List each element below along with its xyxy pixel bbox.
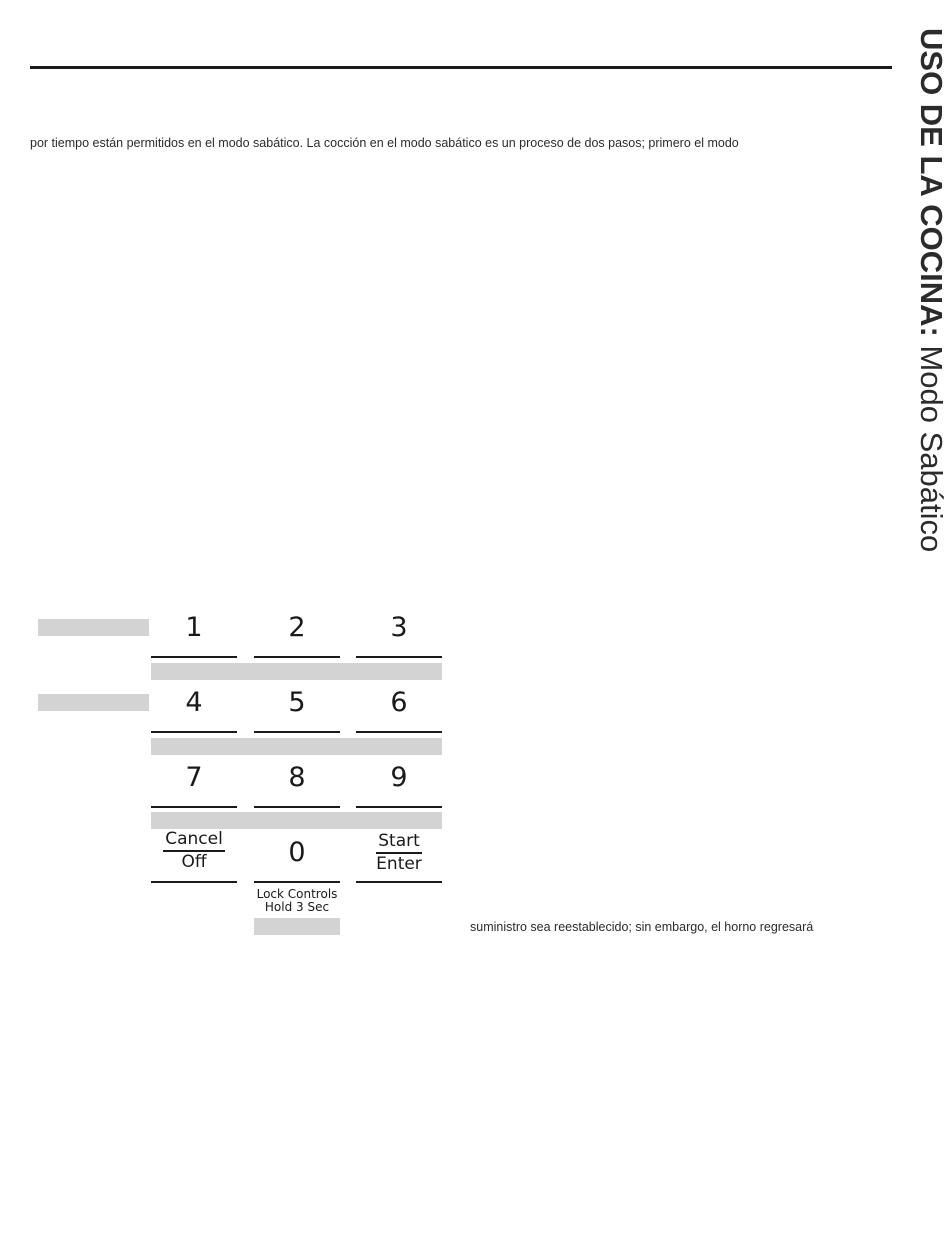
enter-label: Enter bbox=[376, 854, 422, 874]
header-rule bbox=[30, 66, 892, 69]
lock-controls-line-1: Lock Controls bbox=[256, 887, 338, 901]
body-text-line-2: suministro sea reestablecido; sin embargo, el horno regresará bbox=[470, 920, 814, 934]
key-0[interactable]: 0 bbox=[288, 837, 306, 868]
cancel-off-key[interactable] bbox=[151, 829, 237, 872]
cancel-label: Cancel bbox=[163, 829, 225, 852]
key-underline bbox=[254, 881, 340, 883]
key-5[interactable]: 5 bbox=[288, 687, 306, 718]
label-bar bbox=[38, 619, 149, 636]
off-label: Off bbox=[181, 852, 207, 872]
section-title-bold: USO DE LA COCINA: bbox=[914, 28, 949, 337]
body-text-line-1: por tiempo están permitidos en el modo sabático. La cocción en el modo sabático es un proceso de dos pasos; primero el modo bbox=[30, 136, 739, 150]
start-enter-key[interactable] bbox=[356, 831, 442, 874]
label-bar bbox=[38, 694, 149, 711]
key-7[interactable]: 7 bbox=[185, 762, 203, 793]
lock-controls-line-2: Hold 3 Sec bbox=[264, 900, 330, 914]
key-underline bbox=[151, 731, 237, 733]
lock-controls-label bbox=[247, 888, 347, 914]
key-underline bbox=[254, 731, 340, 733]
key-underline bbox=[151, 881, 237, 883]
key-1[interactable]: 1 bbox=[185, 612, 203, 643]
key-underline bbox=[254, 656, 340, 658]
key-underline bbox=[356, 731, 442, 733]
key-underline bbox=[151, 656, 237, 658]
section-title bbox=[915, 28, 947, 552]
key-underline bbox=[356, 806, 442, 808]
key-3[interactable]: 3 bbox=[390, 612, 408, 643]
key-8[interactable]: 8 bbox=[288, 762, 306, 793]
key-underline bbox=[356, 881, 442, 883]
row-separator bbox=[151, 812, 442, 829]
row-separator bbox=[151, 738, 442, 755]
start-label: Start bbox=[376, 831, 422, 854]
key-underline bbox=[356, 656, 442, 658]
key-4[interactable]: 4 bbox=[185, 687, 203, 718]
key-underline bbox=[254, 806, 340, 808]
key-6[interactable]: 6 bbox=[390, 687, 408, 718]
row-separator bbox=[151, 663, 442, 680]
key-2[interactable]: 2 bbox=[288, 612, 306, 643]
lock-controls-bar bbox=[254, 918, 340, 935]
section-title-light: Modo Sabático bbox=[914, 336, 949, 553]
key-underline bbox=[151, 806, 237, 808]
key-9[interactable]: 9 bbox=[390, 762, 408, 793]
